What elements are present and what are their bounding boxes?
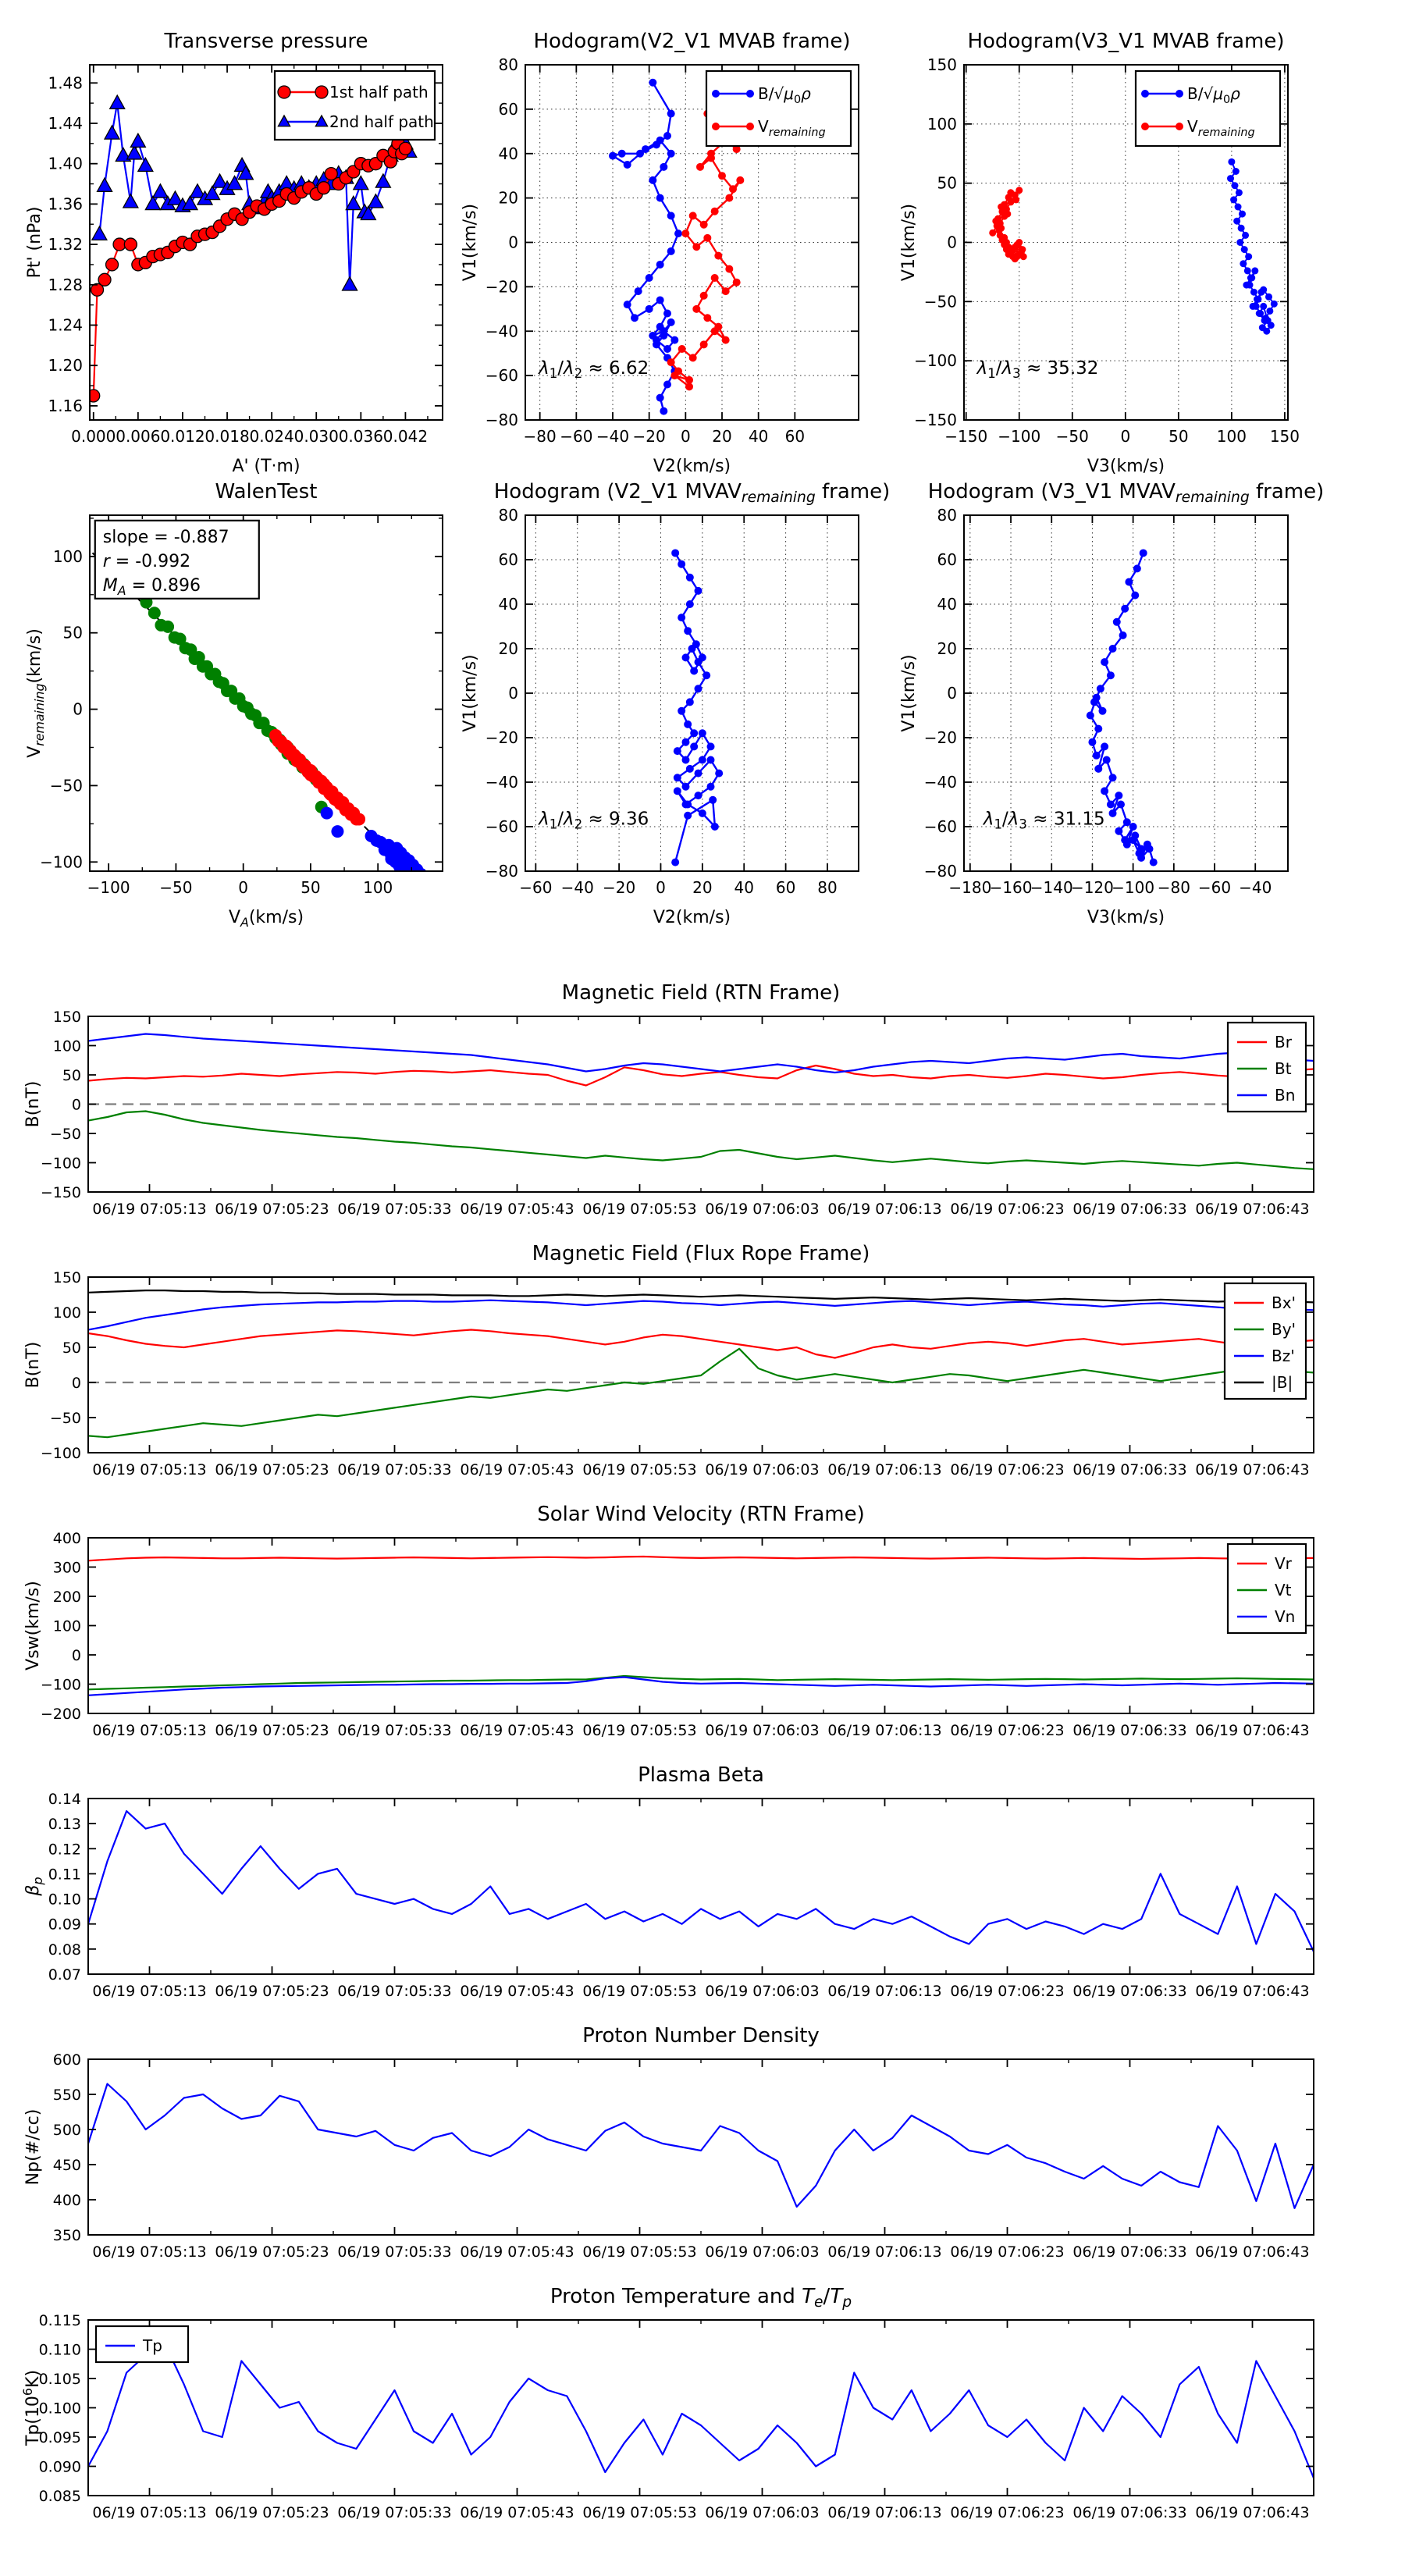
x-tick-label: 06/19 07:06:23: [950, 1983, 1065, 2000]
panel-title: Plasma Beta: [638, 1763, 764, 1787]
y-tick-label: 1.32: [48, 235, 83, 254]
y-tick-label: 1.44: [48, 113, 83, 133]
y-tick-label: 50: [62, 623, 83, 642]
x-tick-label: −80: [523, 427, 557, 446]
x-tick-label: 06/19 07:06:03: [705, 1201, 820, 1218]
y-tick-label: 1.20: [48, 356, 83, 375]
y-tick-label: −60: [485, 817, 518, 836]
series-group: [88, 1034, 1314, 1169]
x-tick-label: 06/19 07:05:13: [92, 1461, 207, 1478]
legend-label: Vr: [1275, 1554, 1292, 1573]
x-tick-label: −40: [596, 427, 630, 446]
legend-box: [96, 2326, 188, 2362]
y-tick-label: −100: [40, 852, 83, 872]
x-tick-label: 06/19 07:05:13: [92, 2243, 207, 2261]
axes-frame: [88, 1799, 1314, 1974]
y-tick-label: −50: [923, 292, 957, 311]
y-tick-label: 550: [52, 2087, 81, 2104]
y-axis-label: V1(km/s): [461, 654, 480, 732]
y-tick-label: 0: [947, 233, 957, 252]
y-tick-label: 0.12: [48, 1841, 81, 1859]
y-tick-label: −60: [923, 817, 957, 836]
x-tick-label: 06/19 07:06:13: [827, 1461, 942, 1478]
y-tick-label: −80: [923, 862, 957, 881]
y-tick-label: 1.48: [48, 73, 83, 93]
y-tick-label: −20: [485, 728, 518, 747]
y-tick-label: 0: [73, 699, 83, 719]
y-tick-label: −20: [923, 728, 957, 747]
x-tick-label: −40: [1239, 878, 1272, 897]
series-line: [88, 1557, 1314, 1560]
x-tick-label: 80: [817, 878, 838, 897]
series-group: [671, 549, 723, 866]
y-axis-label: B(nT): [23, 1341, 43, 1389]
y-tick-label: 400: [52, 1530, 81, 1547]
panel-title: Hodogram(V3_V1 MVAB frame): [967, 30, 1285, 53]
y-tick-label: −200: [40, 1706, 81, 1723]
y-tick-label: 150: [52, 1009, 81, 1026]
x-tick-label: 06/19 07:05:53: [582, 1461, 697, 1478]
y-tick-label: 80: [498, 506, 518, 525]
legend-label: Bn: [1275, 1086, 1296, 1105]
legend-label: Tp: [143, 2336, 162, 2355]
y-tick-label: 0.100: [38, 2400, 81, 2418]
panel-hodogram-v3v1-mvav: [899, 480, 1324, 927]
y-axis-label: V1(km/s): [899, 654, 919, 732]
x-tick-label: −50: [159, 878, 193, 897]
x-tick-label: 06/19 07:06:43: [1195, 1201, 1310, 1218]
y-tick-label: 1.40: [48, 154, 83, 173]
y-tick-label: 0: [508, 233, 518, 252]
y-tick-label: −40: [923, 773, 957, 792]
x-tick-label: −120: [1070, 878, 1114, 897]
x-tick-label: 0: [1120, 427, 1131, 446]
x-tick-label: 06/19 07:06:33: [1072, 1201, 1187, 1218]
x-tick-label: 06/19 07:05:43: [460, 1461, 574, 1478]
panel-hodogram-v2v1-mvab: [461, 30, 859, 476]
panel-plasma-beta: [23, 1763, 1314, 2000]
y-tick-label: 0.13: [48, 1816, 81, 1834]
y-tick-label: −150: [40, 1184, 81, 1201]
x-tick-label: 06/19 07:05:33: [337, 1722, 452, 1739]
x-tick-label: −50: [1055, 427, 1089, 446]
x-tick-label: −100: [998, 427, 1041, 446]
y-tick-label: 0.09: [48, 1916, 81, 1934]
panel-title: Solar Wind Velocity (RTN Frame): [537, 1503, 865, 1526]
x-tick-label: 0.018: [205, 427, 250, 446]
series-group: [88, 1290, 1314, 1437]
y-tick-label: 0.105: [38, 2371, 81, 2388]
stats-line: slope = -0.887: [102, 527, 229, 547]
y-axis-label: B(nT): [23, 1080, 43, 1128]
series-group: [989, 158, 1278, 335]
y-tick-label: 1.24: [48, 315, 83, 335]
y-tick-label: 0.10: [48, 1891, 81, 1909]
x-tick-label: 06/19 07:06:13: [827, 2504, 942, 2521]
x-tick-label: 06/19 07:05:33: [337, 1983, 452, 2000]
x-tick-label: −60: [1197, 878, 1232, 897]
x-tick-label: 06/19 07:05:13: [92, 1201, 207, 1218]
panel-title: Magnetic Field (RTN Frame): [561, 981, 841, 1005]
x-tick-label: 06/19 07:06:33: [1072, 2243, 1187, 2261]
x-tick-label: 150: [1269, 427, 1300, 446]
x-tick-label: 06/19 07:05:53: [582, 2243, 697, 2261]
legend-label: Bt: [1275, 1059, 1292, 1078]
x-tick-label: 06/19 07:06:23: [950, 1201, 1065, 1218]
y-tick-label: 50: [937, 173, 957, 193]
panel-title: Hodogram(V2_V1 MVAB frame): [533, 30, 851, 53]
y-tick-label: 60: [937, 550, 957, 569]
x-tick-label: 06/19 07:06:13: [827, 1201, 942, 1218]
y-tick-label: 0.07: [48, 1966, 81, 1984]
axes-frame: [88, 2059, 1314, 2235]
legend-label: 1st half path: [329, 83, 429, 101]
legend-label: $B/√\mu_0\rho$: [758, 84, 811, 106]
panel-proton-temperature: [20, 2285, 1314, 2521]
x-tick-label: 06/19 07:06:43: [1195, 1983, 1310, 2000]
x-tick-label: −180: [948, 878, 992, 897]
legend-label: $V_{remaining}$: [758, 117, 826, 139]
series-line: [88, 2343, 1314, 2478]
y-tick-label: −100: [40, 1676, 81, 1694]
y-tick-label: 80: [937, 506, 957, 525]
y-tick-label: 50: [62, 1067, 81, 1084]
x-axis-label: V2(km/s): [653, 457, 731, 476]
y-tick-label: 0: [71, 1096, 81, 1114]
y-tick-label: −100: [914, 351, 957, 371]
series-line: [88, 1349, 1314, 1437]
y-tick-label: 0.115: [38, 2312, 81, 2329]
panel-title: Magnetic Field (Flux Rope Frame): [532, 1242, 870, 1265]
x-tick-label: 06/19 07:06:03: [705, 2243, 820, 2261]
panel-title: WalenTest: [215, 480, 318, 503]
x-tick-label: 06/19 07:06:43: [1195, 1461, 1310, 1478]
y-tick-label: 20: [937, 639, 957, 658]
legend-label: $B/√\mu_0\rho$: [1187, 84, 1240, 106]
legend-label: By': [1272, 1320, 1297, 1339]
x-tick-label: 06/19 07:05:13: [92, 1722, 207, 1739]
x-tick-label: 06/19 07:05:23: [215, 2504, 329, 2521]
y-tick-label: 100: [927, 114, 957, 133]
y-tick-label: 1.16: [48, 396, 83, 415]
x-tick-label: 0: [656, 878, 666, 897]
y-tick-label: 20: [498, 639, 518, 658]
y-tick-label: −40: [485, 322, 518, 341]
x-tick-label: −60: [519, 878, 553, 897]
y-tick-label: 60: [498, 99, 518, 119]
x-tick-label: 0: [238, 878, 249, 897]
y-tick-label: 50: [62, 1340, 81, 1357]
x-tick-label: −60: [560, 427, 593, 446]
x-tick-label: 06/19 07:05:43: [460, 2243, 574, 2261]
y-tick-label: 0: [71, 1647, 81, 1664]
y-axis-label: V1(km/s): [461, 203, 480, 282]
y-tick-label: −80: [485, 862, 518, 881]
x-tick-label: 40: [734, 878, 754, 897]
x-tick-label: 100: [1216, 427, 1247, 446]
y-axis-label: Pt' (nPa): [25, 206, 44, 279]
x-tick-label: −20: [602, 878, 636, 897]
y-axis-label: V1(km/s): [899, 203, 919, 282]
y-tick-label: 150: [52, 1269, 81, 1286]
x-tick-label: 06/19 07:05:23: [215, 1983, 329, 2000]
panel-proton-number-density: [23, 2024, 1314, 2261]
series-group: [88, 1557, 1314, 1695]
x-tick-label: 06/19 07:05:33: [337, 2504, 452, 2521]
x-tick-label: 06/19 07:05:43: [460, 2504, 574, 2521]
panel-title: Transverse pressure: [164, 30, 368, 53]
y-tick-label: 0.14: [48, 1791, 81, 1808]
x-axis-label: V3(km/s): [1087, 457, 1165, 476]
y-tick-label: 100: [52, 1617, 81, 1635]
stats-line: $M_A = 0.896$: [102, 575, 201, 598]
legend-label: |B|: [1272, 1373, 1293, 1392]
y-axis-label: $V_{remaining}(km/s)$: [25, 628, 47, 758]
series-group: [88, 2343, 1314, 2478]
panel-hodogram-v3v1-mvab: [899, 30, 1300, 476]
x-tick-label: 40: [748, 427, 769, 446]
annotation: $\lambda_1/\lambda_3 \approx 31.15$: [983, 809, 1105, 832]
legend-label: $V_{remaining}$: [1187, 117, 1255, 139]
y-tick-label: −50: [49, 1410, 81, 1427]
x-tick-label: 06/19 07:06:13: [827, 1983, 942, 2000]
y-tick-label: 40: [498, 595, 518, 614]
x-tick-label: 06/19 07:06:33: [1072, 1722, 1187, 1739]
y-tick-label: 400: [52, 2192, 81, 2209]
annotation: $\lambda_1/\lambda_3 \approx 35.32$: [976, 358, 1099, 381]
y-tick-label: 450: [52, 2157, 81, 2174]
x-tick-label: 20: [692, 878, 713, 897]
x-tick-label: 06/19 07:06:23: [950, 2504, 1065, 2521]
x-tick-label: 60: [775, 878, 796, 897]
legend-label: 2nd half path: [329, 112, 434, 131]
panel-title: Proton Temperature and Te/Tp: [550, 2285, 852, 2311]
series-line: [88, 1300, 1314, 1330]
legend-label: Vt: [1275, 1581, 1292, 1599]
x-axis-label: V3(km/s): [1087, 908, 1165, 927]
panel-hodogram-v2v1-mvav: [461, 480, 890, 927]
y-axis-label: $\beta_p$: [23, 1877, 45, 1896]
x-tick-label: 06/19 07:05:13: [92, 1983, 207, 2000]
x-tick-label: 06/19 07:06:33: [1072, 1983, 1187, 2000]
x-tick-label: 06/19 07:05:43: [460, 1983, 574, 2000]
y-tick-label: 200: [52, 1589, 81, 1606]
x-tick-label: 0.006: [116, 427, 161, 446]
y-tick-label: 100: [52, 546, 83, 566]
y-tick-label: 0: [508, 684, 518, 703]
x-tick-label: −20: [632, 427, 666, 446]
x-axis-label: V2(km/s): [653, 908, 731, 927]
y-tick-label: 20: [498, 188, 518, 208]
x-tick-label: 06/19 07:06:33: [1072, 1461, 1187, 1478]
y-tick-label: −80: [485, 411, 518, 429]
series-line: [88, 1112, 1314, 1169]
x-tick-label: 06/19 07:05:33: [337, 2243, 452, 2261]
x-tick-label: 06/19 07:06:33: [1072, 2504, 1187, 2521]
y-tick-label: 0.090: [38, 2458, 81, 2476]
x-tick-label: 06/19 07:06:23: [950, 1461, 1065, 1478]
panel-title: Hodogram (V2_V1 MVAVremaining frame): [493, 480, 891, 506]
y-tick-label: 100: [52, 1304, 81, 1322]
x-tick-label: 06/19 07:06:13: [827, 1722, 942, 1739]
x-tick-label: 06/19 07:06:03: [705, 1722, 820, 1739]
x-tick-label: 20: [712, 427, 732, 446]
x-tick-label: 06/19 07:06:23: [950, 2243, 1065, 2261]
x-tick-label: 06/19 07:05:43: [460, 1201, 574, 1218]
y-tick-label: −100: [40, 1155, 81, 1172]
y-axis-label: Vsw(km/s): [23, 1581, 43, 1670]
y-tick-label: 300: [52, 1559, 81, 1577]
annotation: $\lambda_1/\lambda_2 \approx 6.62$: [539, 358, 649, 381]
y-tick-label: 1.28: [48, 275, 83, 294]
x-tick-label: 0.024: [249, 427, 294, 446]
panel-magnetic-field-rtn: [23, 981, 1314, 1218]
x-tick-label: 06/19 07:05:53: [582, 2504, 697, 2521]
x-tick-label: 0.036: [338, 427, 383, 446]
panel-solar-wind-velocity: [23, 1503, 1314, 1739]
y-tick-label: 0: [947, 684, 957, 703]
x-tick-label: 06/19 07:05:53: [582, 1722, 697, 1739]
x-tick-label: 06/19 07:06:03: [705, 1461, 820, 1478]
y-tick-label: 40: [498, 144, 518, 163]
x-tick-label: 06/19 07:05:53: [582, 1983, 697, 2000]
x-tick-label: 06/19 07:06:43: [1195, 1722, 1310, 1739]
series-line: [88, 1811, 1314, 1952]
y-axis-label: Np(#/cc): [23, 2108, 43, 2186]
y-tick-label: 600: [52, 2051, 81, 2069]
x-tick-label: 06/19 07:05:23: [215, 1461, 329, 1478]
legend-label: Br: [1275, 1033, 1292, 1051]
x-tick-label: 0.000: [71, 427, 116, 446]
panel-title: Hodogram (V3_V1 MVAVremaining frame): [927, 480, 1325, 506]
y-tick-label: 40: [937, 595, 957, 614]
x-tick-label: −140: [1030, 878, 1073, 897]
panel-title: Proton Number Density: [582, 2024, 820, 2048]
x-tick-label: 06/19 07:05:33: [337, 1461, 452, 1478]
x-tick-label: 06/19 07:05:53: [582, 1201, 697, 1218]
x-tick-label: 0: [680, 427, 691, 446]
y-tick-label: 100: [52, 1037, 81, 1055]
y-tick-label: 1.36: [48, 194, 83, 214]
stats-line: r = -0.992: [102, 551, 191, 571]
annotation: $\lambda_1/\lambda_2 \approx 9.36$: [539, 809, 649, 832]
x-tick-label: 0.042: [382, 427, 429, 446]
legend-label: Vn: [1275, 1607, 1296, 1626]
series-group: [93, 553, 428, 888]
y-tick-label: −20: [485, 277, 518, 297]
legend-label: Bz': [1272, 1347, 1295, 1365]
x-tick-label: 06/19 07:06:03: [705, 2504, 820, 2521]
x-tick-label: −100: [87, 878, 130, 897]
y-tick-label: 60: [498, 550, 518, 569]
x-tick-label: 06/19 07:05:23: [215, 1722, 329, 1739]
x-tick-label: −150: [944, 427, 988, 446]
series-line: [88, 1290, 1314, 1302]
series-group: [87, 95, 417, 402]
y-tick-label: −150: [914, 411, 957, 429]
series-line: [88, 1034, 1314, 1073]
x-tick-label: 06/19 07:05:23: [215, 2243, 329, 2261]
x-tick-label: 06/19 07:06:23: [950, 1722, 1065, 1739]
series-group: [88, 2084, 1314, 2208]
y-axis-label: $Tp(10^6K)$: [20, 2369, 43, 2446]
y-tick-label: 0.085: [38, 2488, 81, 2505]
x-tick-label: 06/19 07:05:33: [337, 1201, 452, 1218]
series-group: [88, 1811, 1314, 1952]
x-tick-label: 06/19 07:05:23: [215, 1201, 329, 1218]
panel-walen-test: [25, 480, 443, 930]
x-tick-label: −40: [560, 878, 594, 897]
x-tick-label: −80: [1157, 878, 1190, 897]
y-tick-label: 80: [498, 55, 518, 74]
y-tick-label: 0.11: [48, 1866, 81, 1884]
y-tick-label: −100: [40, 1445, 81, 1462]
x-tick-label: 50: [1168, 427, 1189, 446]
y-tick-label: 0.08: [48, 1941, 81, 1959]
y-tick-label: 0.095: [38, 2429, 81, 2446]
x-tick-label: 50: [301, 878, 321, 897]
y-tick-label: −50: [49, 776, 83, 795]
y-tick-label: 0: [71, 1375, 81, 1392]
y-tick-label: −40: [485, 773, 518, 792]
y-tick-label: 350: [52, 2227, 81, 2244]
x-axis-label: A' (T·m): [232, 457, 301, 476]
y-tick-label: 150: [927, 55, 957, 74]
y-tick-label: −50: [49, 1126, 81, 1143]
x-tick-label: −160: [989, 878, 1033, 897]
axes-frame: [88, 2320, 1314, 2496]
series-line: [88, 1676, 1314, 1689]
y-tick-label: 500: [52, 2122, 81, 2139]
x-tick-label: 06/19 07:05:13: [92, 2504, 207, 2521]
x-tick-label: −100: [1112, 878, 1155, 897]
x-tick-label: 06/19 07:05:43: [460, 1722, 574, 1739]
x-tick-label: 100: [363, 878, 393, 897]
y-tick-label: 0.110: [38, 2341, 81, 2359]
y-tick-label: −60: [485, 366, 518, 386]
x-tick-label: 0.030: [293, 427, 339, 446]
legend-label: Bx': [1272, 1293, 1297, 1312]
panel-magnetic-field-flux-rope: [23, 1242, 1314, 1478]
x-tick-label: 06/19 07:06:43: [1195, 2504, 1310, 2521]
x-tick-label: 60: [784, 427, 806, 446]
x-tick-label: 06/19 07:06:13: [827, 2243, 942, 2261]
x-tick-label: 06/19 07:06:03: [705, 1983, 820, 2000]
x-tick-label: 06/19 07:06:43: [1195, 2243, 1310, 2261]
series-line: [88, 2084, 1314, 2208]
x-tick-label: 0.012: [160, 427, 205, 446]
series-line: [88, 1330, 1314, 1358]
panel-transverse-pressure: [25, 30, 443, 476]
x-axis-label: $V_A(km/s)$: [228, 908, 304, 930]
